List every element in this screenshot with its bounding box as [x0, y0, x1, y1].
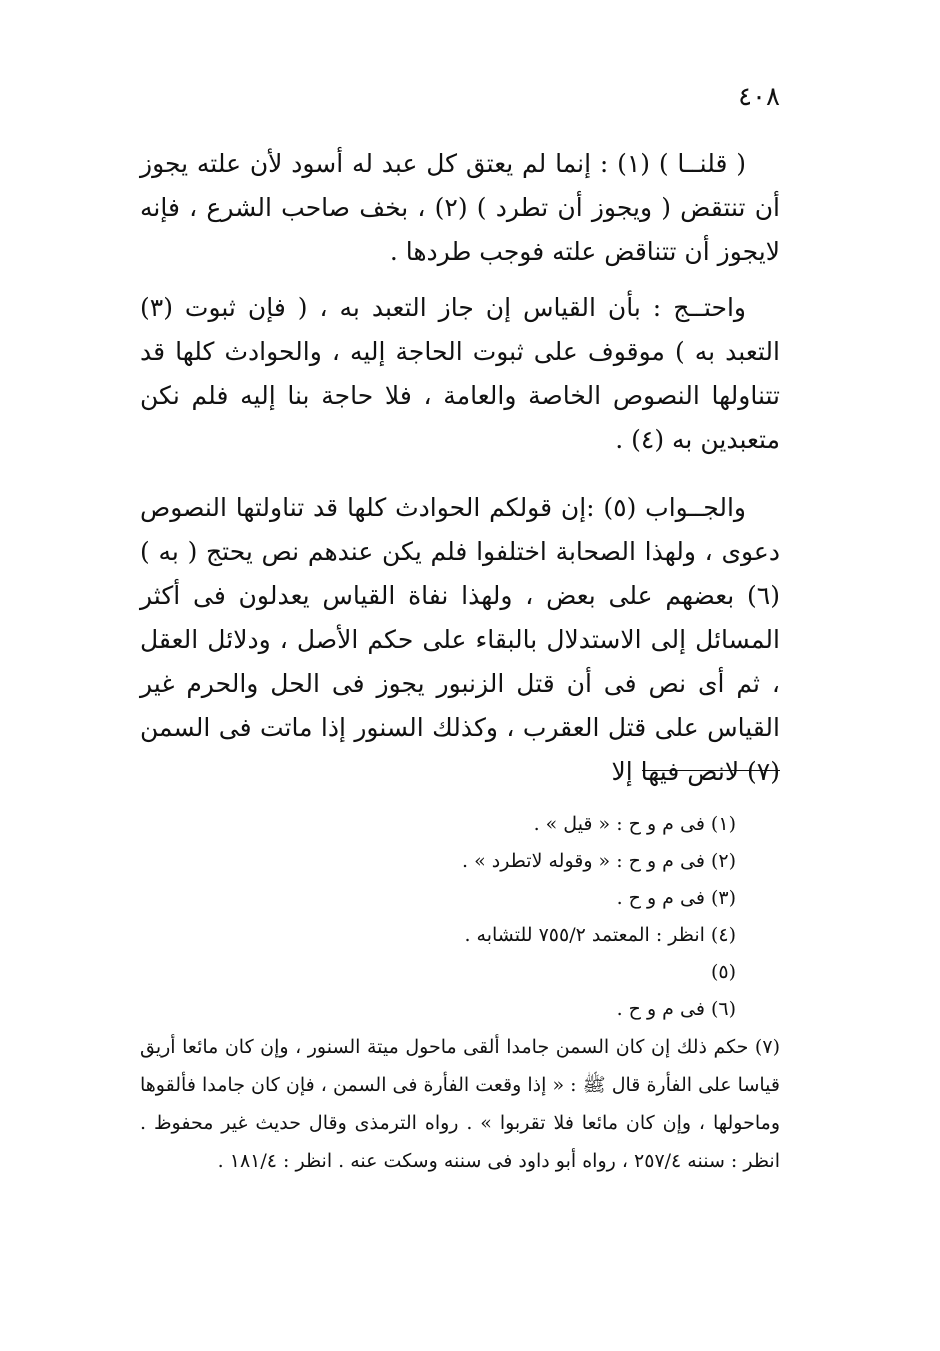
footnote-6: (٦) فى م و ح . — [616, 998, 736, 1020]
footnote-2: (٢) فى م و ح : « وقوله لاتطرد » . — [462, 850, 736, 872]
footnote-4: (٤) انظر : المعتمد ٧٥٥/٢ للتشابه . — [464, 924, 736, 946]
paragraph-reply: ( قلنــا ) (١) : إنما لم يعتق كل عبد له أسود لأن علته يجوز أن تنتقض ( ويجوز أن تطرد ) (٢) ، بخف صاحب الشرع ، فإنه لايجوز أن تتناقض علته فوجب طردها . — [140, 149, 780, 266]
footnote-3: (٣) فى م و ح . — [616, 887, 736, 909]
paragraph-argument: واحتــج : بأن القياس إن جاز التعبد به ، ( فإن ثبوت (٣) التعبد به ) موقوف على ثبوت الحاجة إليه ، والحوادث كلها قد تتناولها النصوص الخاصة والعامة ، فلا حاجة بنا إليه فلم نكن متعبدين به (٤) . — [140, 293, 780, 454]
main-text — [140, 142, 780, 794]
page-number: ٤٠٨ — [738, 82, 780, 112]
footnote-7: (٧) حكم ذلك إن كان السمن جامدا ألقى ماحول ميتة السنور ، وإن كان مائعا أريق قياسا على الفأرة قال ﷺ : « إذا وقعت الفأرة فى السمن ، فإن كان جامدا فألقوها وماحولها ، وإن كان مائعا فلا تقربوا » . رواه الترمذى وقال حديث غير محفوظ . انظر : سننه ٢٥٧/٤ ، رواه أبو داود فى سننه وسكت عنه . انظر : ١٨١/٤ . — [140, 1036, 780, 1172]
footnote-divider — [642, 770, 780, 771]
footnote-5: (٥) — [710, 961, 736, 983]
paragraph-answer: والجــواب (٥) :إن قولكم الحوادث كلها قد تناولتها النصوص دعوى ، ولهذا الصحابة اختلفوا فلم يكن عندهم نص يحتج ( به ) (٦) بعضهم على بعض ، ولهذا نفاة القياس يعدلون فى أكثر المسائل إلى الاستدلال بالبقاء على حكم الأصل ، ودلائل العقل ، ثم أى نص فى أن قتل الزنبور يجوز فى الحل والحرم غير القياس على قتل العقرب ، وكذلك السنور إذا ماتت فى السمن (٧) لانص فيها إلا — [140, 493, 780, 786]
footnote-1: (١) فى م و ح : « قيل » . — [533, 813, 736, 835]
footnotes — [140, 806, 780, 1180]
